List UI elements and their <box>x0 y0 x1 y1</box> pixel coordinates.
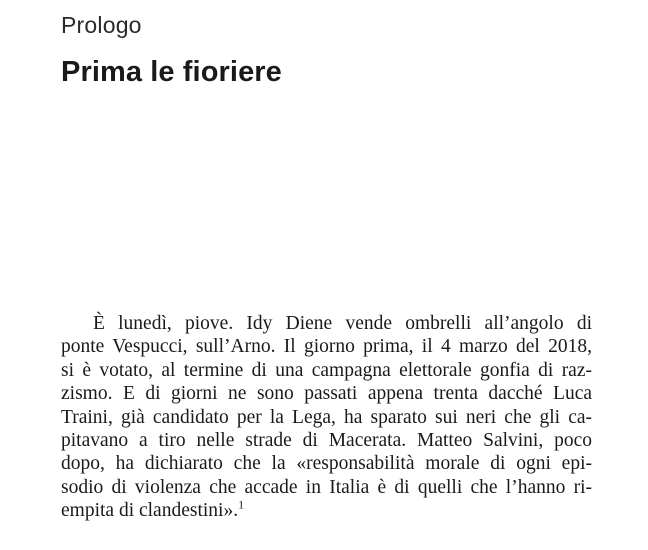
paragraph-line-text: empita di clandestini». <box>61 500 239 522</box>
body-paragraph <box>61 312 592 523</box>
footnote-marker[interactable]: 1 <box>238 497 245 512</box>
paragraph-line: Traini, già candidato per la Lega, ha sparato sui neri che gli ca- <box>61 406 592 428</box>
paragraph-last-line <box>61 499 592 522</box>
chapter-title: Prima le fioriere <box>61 56 282 88</box>
paragraph-line: si è votato, al termine di una campagna elettorale gonfia di raz- <box>61 359 592 381</box>
paragraph-line: ponte Vespucci, sull’Arno. Il giorno prima, il 4 marzo del 2018, <box>61 336 592 358</box>
paragraph-line: sodio di violenza che accade in Italia è di quelli che l’hanno ri- <box>61 476 592 498</box>
paragraph-line: zismo. E di giorni ne sono passati appena trenta dacché Luca <box>61 383 592 405</box>
paragraph-line: dopo, ha dichiarato che la «responsabilità morale di ogni epi- <box>61 453 592 475</box>
paragraph-line: È lunedì, piove. Idy Diene vende ombrelli all’angolo di <box>93 313 592 334</box>
chapter-kicker: Prologo <box>61 12 142 38</box>
paragraph-line: pitavano a tiro nelle strade di Macerata. Matteo Salvini, poco <box>61 429 592 451</box>
